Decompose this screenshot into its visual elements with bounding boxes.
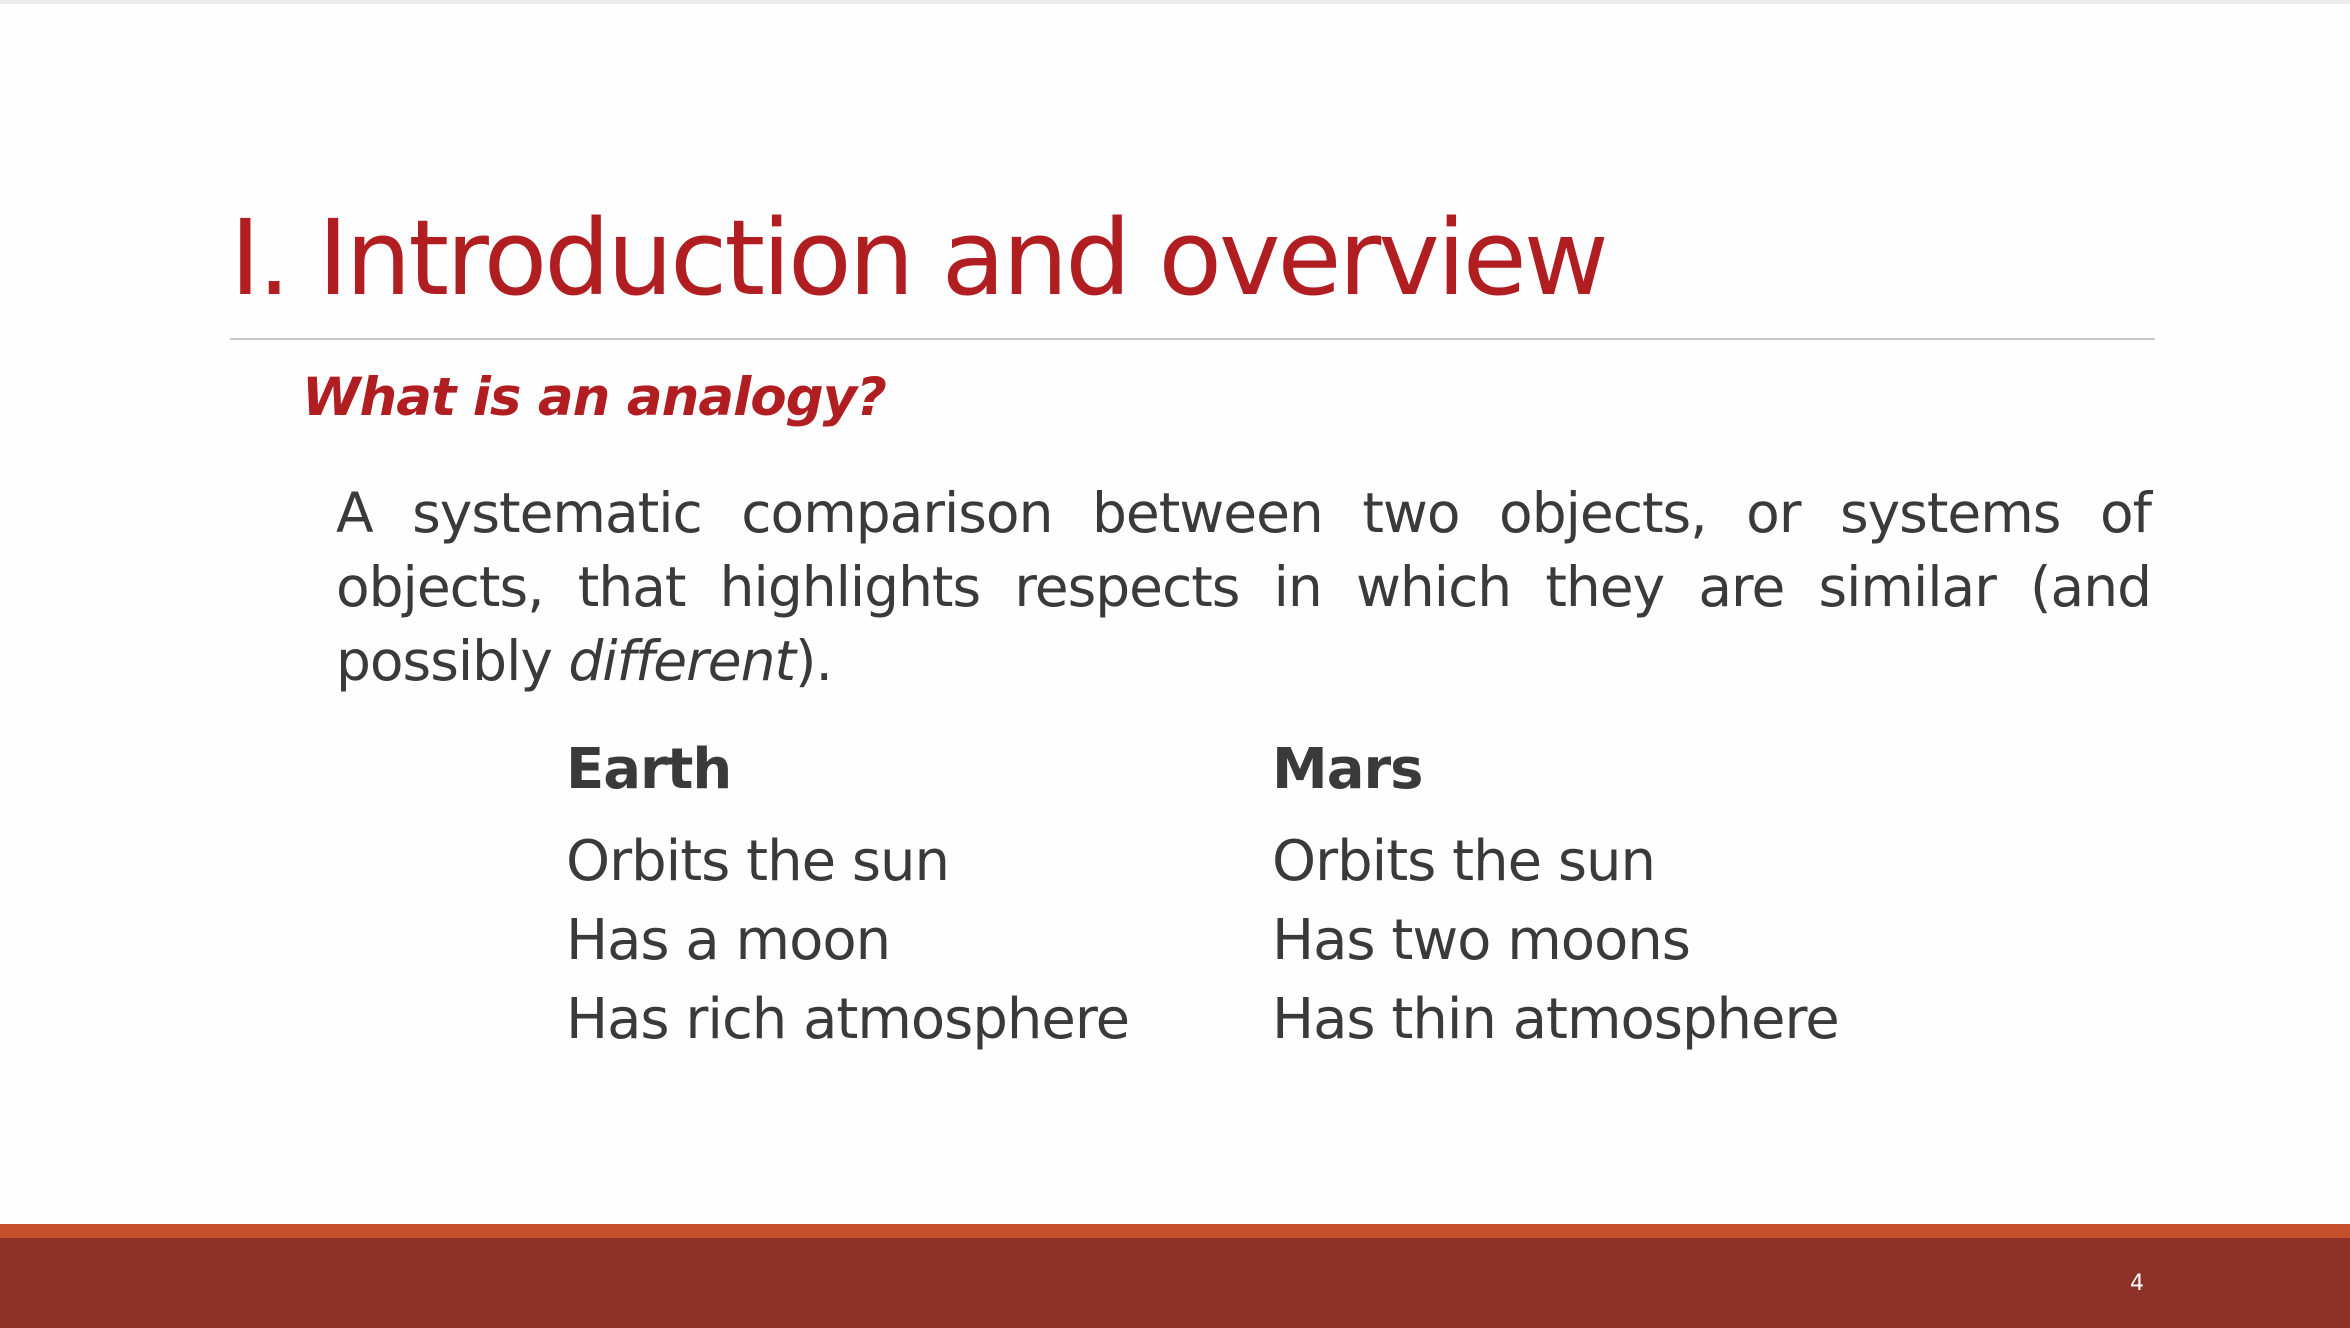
- mars-property: Has thin atmosphere: [1272, 987, 1839, 1052]
- earth-properties: [566, 822, 1129, 1059]
- mars-column: [1272, 732, 1839, 1059]
- slide-top-edge: [0, 0, 2350, 4]
- mars-property: Has two moons: [1272, 908, 1690, 973]
- definition-end: ).: [795, 629, 832, 693]
- mars-properties: [1272, 822, 1839, 1059]
- earth-column: [566, 732, 1129, 1059]
- definition-emphasis: different: [568, 629, 796, 693]
- mars-heading: Mars: [1272, 737, 1423, 802]
- title-divider: [230, 338, 2155, 340]
- page-number: 4: [2130, 1271, 2144, 1296]
- definition-paragraph: [336, 476, 2151, 698]
- earth-property: Has rich atmosphere: [566, 987, 1130, 1052]
- earth-property: Orbits the sun: [566, 829, 950, 894]
- footer-accent-strip: [0, 1224, 2350, 1238]
- earth-property: Has a moon: [566, 908, 891, 973]
- earth-heading: Earth: [566, 737, 732, 802]
- footer-band: [0, 1238, 2350, 1328]
- slide-title: I. Introduction and overview: [230, 197, 1606, 319]
- definition-text: A systematic comparison between two objects, or systems of objects, that highlights respects in which they are similar (and possibly: [336, 481, 2151, 693]
- slide-subtitle: What is an analogy?: [302, 367, 886, 428]
- mars-property: Orbits the sun: [1272, 829, 1656, 894]
